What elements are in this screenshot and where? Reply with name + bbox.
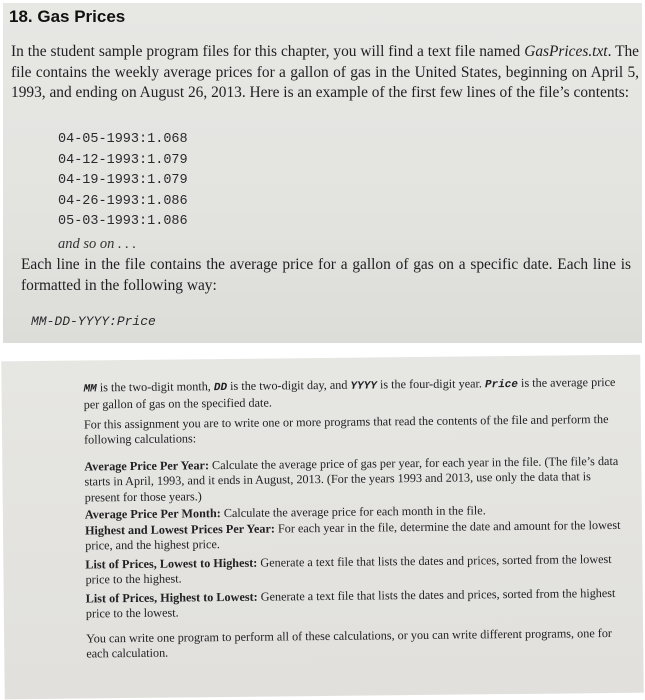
top-photo <box>3 3 642 343</box>
section-heading: 18. Gas Prices <box>9 7 126 26</box>
calc-item-title: List of Prices, Lowest to Highest: <box>85 555 258 572</box>
mm-token: MM <box>83 383 97 396</box>
def-text: is the average price per gallon of gas on the specified date. <box>83 374 616 412</box>
calc-item-text: Calculate the average price for each month in the file. <box>220 503 486 521</box>
calc-item-low-to-high <box>85 552 625 588</box>
sample-line: 04-26-1993:1.086 <box>58 193 188 209</box>
def-text: is the two-digit day, and <box>226 377 351 393</box>
calc-item-text: Generate a text file that lists the dates and prices, sorted from the highest price to the lowest. <box>85 585 616 621</box>
def-text: is the two-digit month, <box>96 379 214 395</box>
calc-item-title: Average Price Per Month: <box>84 506 221 522</box>
intro-paragraph <box>11 42 639 104</box>
dd-token: DD <box>213 381 228 395</box>
calc-item-text: Generate a text file that lists the dates and prices, sorted from the lowest price to the highest. <box>85 551 612 587</box>
format-template: MM-DD-YYYY:Price <box>31 314 156 329</box>
closing-paragraph: You can write one program to perform all of these calculations, or you can write different programs, one for each calculation. <box>86 625 613 661</box>
calc-item-title: Average Price Per Year: <box>84 458 210 474</box>
calc-item-text: Calculate the average price of gas per year, for each year in the file. (The file’s data starts in April, 1993, and it ends in August, 2013. (For the years 1993 and 2013, use only the data that is present for those years.) <box>84 453 619 505</box>
filename: GasPrices.txt <box>524 43 608 60</box>
calc-item-title: Highest and Lowest Prices Per Year: <box>84 521 275 538</box>
definitions-paragraph <box>83 375 623 413</box>
bottom-photo <box>1 355 644 700</box>
format-description: Each line in the file contains the average price for a gallon of gas on a specific date. Each line is formatted in the following way: <box>21 256 631 294</box>
sample-line: 05-03-1993:1.086 <box>58 214 188 229</box>
def-text: is the four-digit year. <box>376 376 486 392</box>
calc-item-avg-year <box>84 454 624 506</box>
calc-item-text: For each year in the file, determine the date and amount for the lowest price, and the highest price. <box>85 517 621 553</box>
sample-lines <box>58 130 188 233</box>
intro-text-end: . The file contains the weekly average prices for a gallon of gas in the United States, beginning on April 5, 1993, and ending on August 26, 2013. Here is an example of the first few lines of the file’s contents: <box>11 43 639 101</box>
sample-line: 04-19-1993:1.079 <box>58 173 188 188</box>
sample-line: 04-12-1993:1.079 <box>58 152 188 168</box>
assignment-paragraph: For this assignment you are to write one or more programs that read the contents of the file and perform the following calculations: <box>83 411 609 447</box>
calc-item-high-to-low <box>86 586 626 622</box>
yyyy-token: YYYY <box>350 380 377 393</box>
price-token: Price <box>484 378 519 392</box>
calc-item-high-low <box>85 518 625 554</box>
sample-line: 04-05-1993:1.068 <box>58 132 188 147</box>
calc-item-title: List of Prices, Highest to Lowest: <box>85 589 258 606</box>
and-so-on: and so on . . . <box>58 236 137 252</box>
intro-text-start: In the student sample program files for this chapter, you will find a text file named <box>11 43 525 60</box>
